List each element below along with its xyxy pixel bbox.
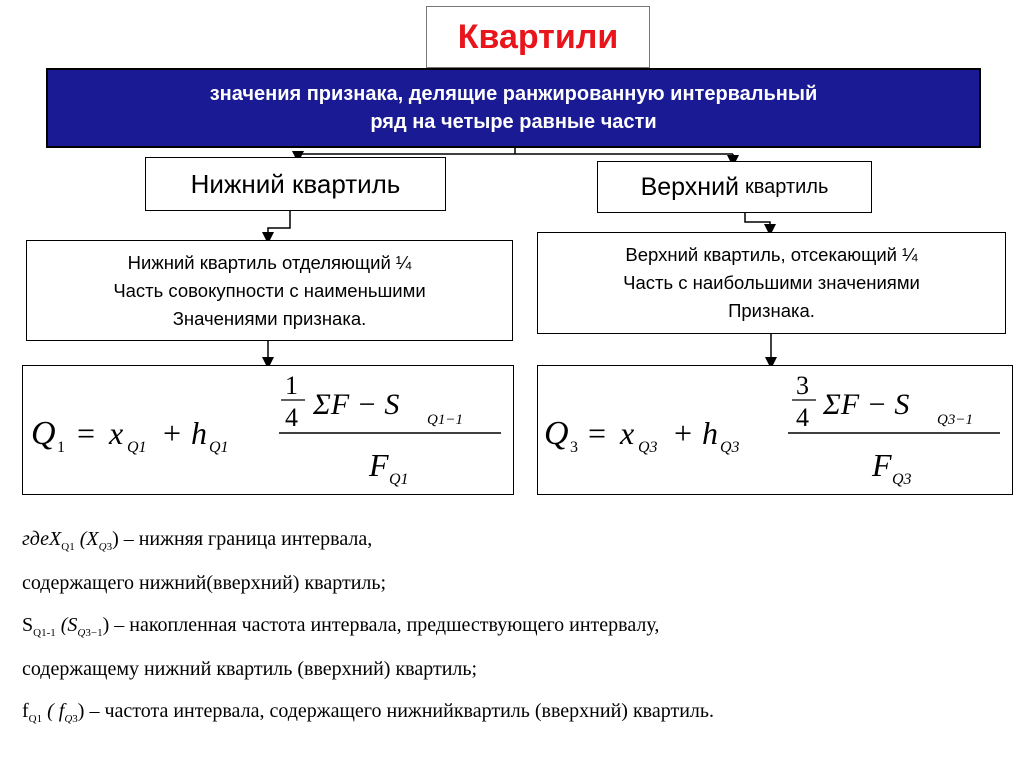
formula-den: F xyxy=(872,447,892,483)
note1-mid: (X xyxy=(74,528,99,550)
lower-desc-line-2: Часть совокупности с наименьшими xyxy=(113,279,426,301)
definition-line-1: значения признака, делящие ранжированную интервальный xyxy=(209,83,818,105)
formula-sum-term: ΣF − S xyxy=(313,388,400,421)
note-line-3 xyxy=(22,614,659,639)
upper-heading-suffix: квартиль xyxy=(745,175,829,198)
note3-prefix: S xyxy=(22,614,34,636)
formula-h: h xyxy=(702,415,718,451)
note-line-1 xyxy=(22,528,372,553)
note1-text: ) – нижняя граница интервала, xyxy=(112,528,373,550)
lower-quartile-description xyxy=(26,240,513,341)
formula-h-sub: Q3 xyxy=(720,439,740,456)
note5-sub2: Q xyxy=(64,713,73,725)
formula-den: F xyxy=(369,447,389,483)
note3-sub2b: 3 xyxy=(85,627,91,639)
upper-quartile-description xyxy=(537,232,1006,334)
upper-desc-line-1: Верхний квартиль, отсекающий ¼ xyxy=(625,244,918,265)
formula-s-sub: Q3−1 xyxy=(937,412,973,428)
note3-mid: (S xyxy=(55,614,78,636)
formula-equals: = xyxy=(588,415,607,451)
note3-sub1: Q xyxy=(33,627,42,639)
formula-lhs-sub: 3 xyxy=(570,439,578,456)
note-line-2: содержащего нижний(вверхний) квартиль; xyxy=(22,572,387,594)
upper-desc-line-3: Признака. xyxy=(728,300,815,321)
formula-s-sub: Q1−1 xyxy=(427,412,463,428)
note3-sub2: Q xyxy=(77,627,86,639)
formula-equals: = xyxy=(77,415,96,451)
note1-sub1: Q xyxy=(61,541,70,553)
note5-text: ) – частота интервала, содержащего нижнийквартиль (вверхний) квартиль. xyxy=(77,700,715,722)
note-line-5 xyxy=(22,700,714,725)
note3-text: ) – накопленная частота интервала, предшествующего интервалу, xyxy=(102,614,660,636)
upper-heading-word: Верхний xyxy=(640,172,740,201)
note1-sub2b: 3 xyxy=(106,541,113,553)
formula-plus: + xyxy=(163,415,182,451)
formula-den-sub: Q1 xyxy=(389,471,409,488)
upper-formula-svg xyxy=(538,366,1011,493)
formula-plus: + xyxy=(674,415,693,451)
definition-box xyxy=(46,68,981,148)
note3-sub1c: -1 xyxy=(46,627,56,639)
formula-lhs-sub: 1 xyxy=(57,439,65,456)
formula-x-sub: Q3 xyxy=(638,439,658,456)
formula-h: h xyxy=(191,415,207,451)
lower-quartile-formula xyxy=(22,365,514,495)
formula-frac-den: 4 xyxy=(285,403,298,432)
note5-sub1: Q xyxy=(28,713,37,725)
lower-formula-svg xyxy=(23,366,512,493)
formula-h-sub: Q1 xyxy=(209,439,229,456)
upper-quartile-heading xyxy=(597,161,872,213)
lower-desc-line-3: Значениями признака. xyxy=(172,307,367,329)
definition-line-2: ряд на четыре равные части xyxy=(370,111,657,133)
note5-sub1b: 1 xyxy=(36,713,43,725)
formula-x: x xyxy=(109,415,124,451)
formula-x-sub: Q1 xyxy=(127,439,147,456)
upper-desc-line-2: Часть с наибольшими значениями xyxy=(623,272,920,293)
page-title: Квартили xyxy=(426,6,650,68)
note3-sub1b: 1 xyxy=(41,627,47,639)
upper-quartile-formula xyxy=(537,365,1013,495)
formula-x: x xyxy=(620,415,635,451)
formula-frac-num: 3 xyxy=(796,371,809,400)
formula-lhs: Q xyxy=(31,415,56,452)
note5-mid: ( f xyxy=(42,700,65,722)
formula-frac-den: 4 xyxy=(796,403,809,432)
note5-sub2b: 3 xyxy=(72,713,78,725)
note3-sub2c: −1 xyxy=(90,627,103,639)
connector-lower-desc xyxy=(268,211,290,238)
formula-frac-num: 1 xyxy=(285,371,298,400)
lower-quartile-heading: Нижний квартиль xyxy=(145,157,446,211)
note-line-4: содержащему нижний квартиль (вверхний) квартиль; xyxy=(22,658,478,680)
note1-sub1b: 1 xyxy=(69,541,75,553)
formula-den-sub: Q3 xyxy=(892,471,912,488)
note1-prefix: гдеX xyxy=(22,528,62,550)
lower-desc-line-1: Нижний квартиль отделяющий ¼ xyxy=(127,251,412,273)
formula-sum-term: ΣF − S xyxy=(823,388,910,421)
note5-prefix: f xyxy=(22,700,29,722)
formula-lhs: Q xyxy=(544,415,569,452)
connector-upper-desc xyxy=(745,213,770,230)
note1-sub2: Q xyxy=(98,541,107,553)
